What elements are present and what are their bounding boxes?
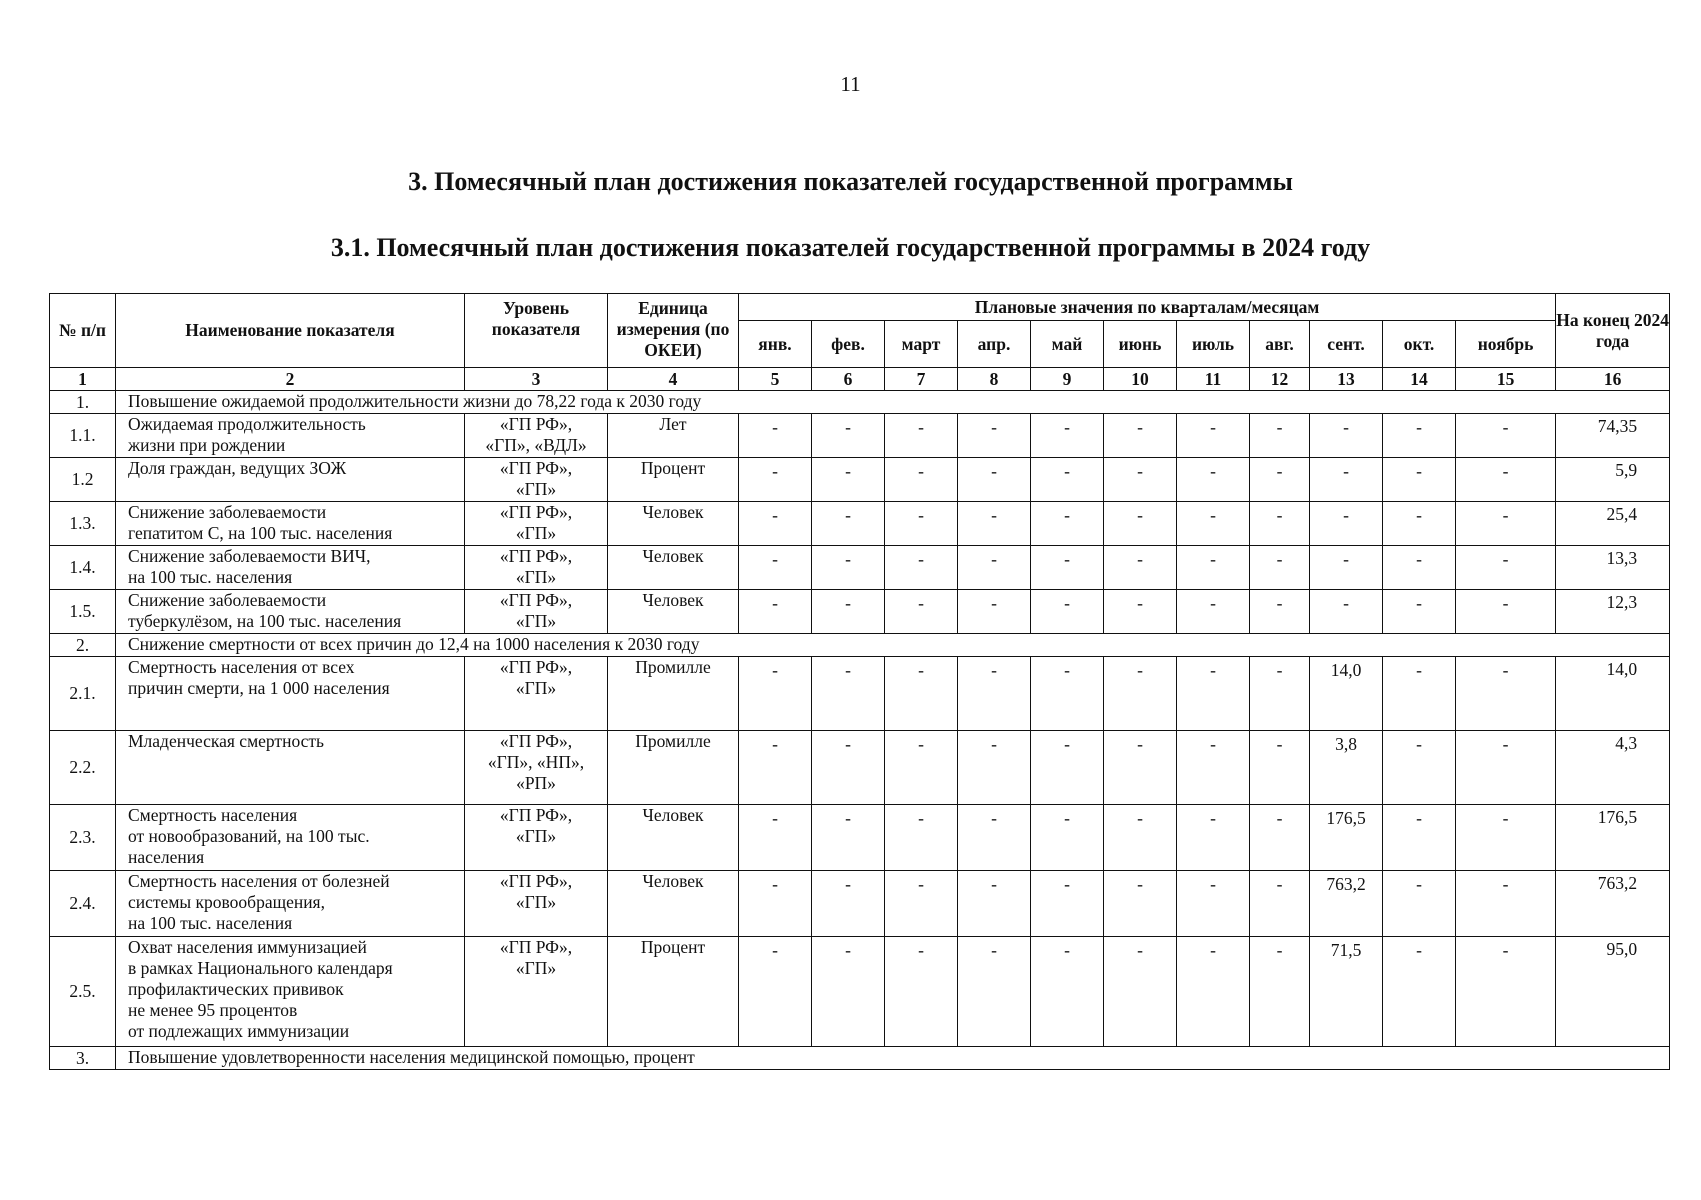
month-value: - <box>1383 937 1456 1047</box>
month-value: - <box>739 805 812 871</box>
month-value: - <box>1383 502 1456 546</box>
indicator-unit: Процент <box>608 458 739 502</box>
indicator-unit: Промилле <box>608 731 739 805</box>
month-value: - <box>739 590 812 634</box>
indicator-name-line: профилактических прививок <box>128 979 344 999</box>
month-value: - <box>1031 871 1104 937</box>
month-value: - <box>1250 546 1310 590</box>
indicator-name-line: Снижение заболеваемости <box>128 590 327 610</box>
indicator-level <box>465 871 608 937</box>
header-month: ноябрь <box>1456 321 1556 368</box>
month-value: - <box>1031 731 1104 805</box>
indicator-level-line: «ГП РФ», <box>499 458 573 478</box>
section-number: 3. <box>50 1047 116 1070</box>
month-value: - <box>1031 458 1104 502</box>
indicator-level <box>465 731 608 805</box>
month-value: - <box>1310 546 1383 590</box>
indicator-name <box>116 731 465 805</box>
table-row <box>50 657 1670 731</box>
page-number: 11 <box>840 72 861 96</box>
header-month: окт. <box>1383 321 1456 368</box>
month-value: - <box>1250 458 1310 502</box>
header-month: авг. <box>1250 321 1310 368</box>
indicator-level-line: «ГП РФ», <box>499 937 573 957</box>
section-title: Снижение смертности от всех причин до 12,4 на 1000 населения к 2030 году <box>116 634 1670 657</box>
month-value: - <box>885 590 958 634</box>
indicator-level-line: «ГП» <box>515 892 557 912</box>
indicator-level-line: «ГП РФ», <box>499 871 573 891</box>
month-value: - <box>1177 805 1250 871</box>
indicator-level-line: «ГП» <box>515 826 557 846</box>
row-number: 2.4. <box>50 871 116 937</box>
section-row <box>50 1047 1670 1070</box>
column-number: 11 <box>1177 368 1250 391</box>
month-value: - <box>812 731 885 805</box>
column-number: 5 <box>739 368 812 391</box>
month-value: - <box>812 458 885 502</box>
month-value: - <box>1456 805 1556 871</box>
month-value: - <box>1456 414 1556 458</box>
indicator-unit: Человек <box>608 805 739 871</box>
month-value: - <box>1250 937 1310 1047</box>
column-number: 6 <box>812 368 885 391</box>
indicator-level-line: «ГП РФ», <box>499 414 573 434</box>
indicator-name-line: от подлежащих иммунизации <box>128 1021 350 1041</box>
header-final: На конец 2024 года <box>1556 294 1670 368</box>
month-value: - <box>1104 657 1177 731</box>
indicator-level-line: «ГП» <box>515 958 557 978</box>
month-value: - <box>1177 546 1250 590</box>
month-value: - <box>1250 414 1310 458</box>
month-value: - <box>1104 731 1177 805</box>
column-number: 3 <box>465 368 608 391</box>
month-value: - <box>1177 458 1250 502</box>
month-value: - <box>1177 502 1250 546</box>
month-value: - <box>1177 937 1250 1047</box>
table-row <box>50 414 1670 458</box>
header-month: сент. <box>1310 321 1383 368</box>
row-number: 2.3. <box>50 805 116 871</box>
header-month: янв. <box>739 321 812 368</box>
column-number: 9 <box>1031 368 1104 391</box>
row-number: 2.1. <box>50 657 116 731</box>
row-number: 1.1. <box>50 414 116 458</box>
indicator-level-line: «ГП РФ», <box>499 731 573 751</box>
column-numbers-row <box>50 368 1670 391</box>
indicator-level-line: «ГП» <box>515 567 557 587</box>
column-number: 13 <box>1310 368 1383 391</box>
indicator-name-line: населения <box>128 847 205 867</box>
header-name: Наименование показателя <box>116 294 465 368</box>
header-month: июнь <box>1104 321 1177 368</box>
final-value: 763,2 <box>1556 871 1670 937</box>
indicator-unit: Промилле <box>608 657 739 731</box>
indicator-level <box>465 414 608 458</box>
indicator-name-line: Снижение заболеваемости ВИЧ, <box>128 546 371 566</box>
month-value: 71,5 <box>1310 937 1383 1047</box>
month-value: - <box>958 502 1031 546</box>
month-value: - <box>1177 657 1250 731</box>
table-row <box>50 590 1670 634</box>
month-value: - <box>958 731 1031 805</box>
indicator-name-line: Доля граждан, ведущих ЗОЖ <box>128 458 347 478</box>
indicator-name <box>116 458 465 502</box>
indicator-name <box>116 937 465 1047</box>
row-number: 1.3. <box>50 502 116 546</box>
indicator-name <box>116 590 465 634</box>
month-value: 14,0 <box>1310 657 1383 731</box>
month-value: - <box>885 731 958 805</box>
month-value: - <box>739 414 812 458</box>
indicator-level <box>465 458 608 502</box>
month-value: - <box>812 546 885 590</box>
indicator-unit: Человек <box>608 502 739 546</box>
month-value: - <box>739 871 812 937</box>
month-value: - <box>1383 546 1456 590</box>
final-value: 74,35 <box>1556 414 1670 458</box>
month-value: - <box>1250 805 1310 871</box>
month-value: - <box>1031 590 1104 634</box>
table-row <box>50 458 1670 502</box>
indicator-name-line: системы кровообращения, <box>128 892 325 912</box>
indicator-level-line: «ГП», «ВДЛ» <box>485 435 587 455</box>
column-number: 16 <box>1556 368 1670 391</box>
final-value: 14,0 <box>1556 657 1670 731</box>
indicator-unit: Лет <box>608 414 739 458</box>
section-title: Повышение удовлетворенности населения медицинской помощью, процент <box>116 1047 1670 1070</box>
column-number: 4 <box>608 368 739 391</box>
month-value: - <box>1456 546 1556 590</box>
month-value: - <box>958 590 1031 634</box>
column-number: 8 <box>958 368 1031 391</box>
final-value: 25,4 <box>1556 502 1670 546</box>
table-row <box>50 502 1670 546</box>
month-value: 763,2 <box>1310 871 1383 937</box>
month-value: - <box>739 937 812 1047</box>
month-value: - <box>1456 731 1556 805</box>
month-value: - <box>1383 805 1456 871</box>
section-number: 1. <box>50 391 116 414</box>
month-value: - <box>1383 871 1456 937</box>
indicator-level-line: «ГП» <box>515 611 557 631</box>
indicator-unit: Человек <box>608 871 739 937</box>
indicator-name <box>116 414 465 458</box>
month-value: - <box>1456 458 1556 502</box>
month-value: - <box>1104 546 1177 590</box>
month-value: - <box>958 805 1031 871</box>
month-value: - <box>1250 502 1310 546</box>
row-number: 2.2. <box>50 731 116 805</box>
month-value: - <box>885 414 958 458</box>
table-row <box>50 731 1670 805</box>
month-value: - <box>958 871 1031 937</box>
indicator-name <box>116 502 465 546</box>
header-month: март <box>885 321 958 368</box>
month-value: - <box>1177 414 1250 458</box>
header-month: апр. <box>958 321 1031 368</box>
month-value: - <box>1031 937 1104 1047</box>
month-value: - <box>958 657 1031 731</box>
indicator-level <box>465 657 608 731</box>
month-value: - <box>1456 590 1556 634</box>
indicator-level-line: «ГП» <box>515 678 557 698</box>
month-value: - <box>812 502 885 546</box>
month-value: - <box>1310 414 1383 458</box>
month-value: - <box>739 502 812 546</box>
indicator-level-line: «ГП РФ», <box>499 502 573 522</box>
month-value: - <box>812 657 885 731</box>
section-number: 2. <box>50 634 116 657</box>
month-value: - <box>739 546 812 590</box>
document-subtitle: 3.1. Помесячный план достижения показателей государственной программы в 2024 году <box>330 233 1371 262</box>
month-value: - <box>1383 657 1456 731</box>
indicator-level-line: «ГП РФ», <box>499 590 573 610</box>
header-month: май <box>1031 321 1104 368</box>
month-value: - <box>1383 590 1456 634</box>
table-row <box>50 871 1670 937</box>
month-value: 176,5 <box>1310 805 1383 871</box>
indicator-name <box>116 871 465 937</box>
month-value: - <box>1250 657 1310 731</box>
indicator-unit: Человек <box>608 590 739 634</box>
indicator-level-line: «ГП» <box>515 523 557 543</box>
indicator-name-line: Снижение заболеваемости <box>128 502 327 522</box>
month-value: - <box>885 546 958 590</box>
indicator-level-line: «ГП» <box>515 479 557 499</box>
month-value: - <box>885 458 958 502</box>
month-value: - <box>1177 590 1250 634</box>
indicator-name <box>116 657 465 731</box>
month-value: - <box>1031 546 1104 590</box>
month-value: - <box>885 871 958 937</box>
month-value: - <box>1456 657 1556 731</box>
column-number: 15 <box>1456 368 1556 391</box>
month-value: - <box>1250 871 1310 937</box>
indicator-name-line: Смертность населения <box>128 805 298 825</box>
month-value: - <box>1310 590 1383 634</box>
month-value: - <box>1031 657 1104 731</box>
month-value: - <box>1031 414 1104 458</box>
indicator-name-line: Смертность населения от болезней <box>128 871 390 891</box>
month-value: - <box>1177 871 1250 937</box>
month-value: - <box>812 414 885 458</box>
header-unit: Единица измерения (по ОКЕИ) <box>608 294 739 368</box>
month-value: - <box>1104 871 1177 937</box>
indicator-level-line: «РП» <box>516 773 556 793</box>
column-number: 12 <box>1250 368 1310 391</box>
final-value: 95,0 <box>1556 937 1670 1047</box>
section-title: Повышение ожидаемой продолжительности жизни до 78,22 года к 2030 году <box>116 391 1670 414</box>
month-value: - <box>1104 458 1177 502</box>
column-number: 14 <box>1383 368 1456 391</box>
indicator-name <box>116 805 465 871</box>
month-value: - <box>739 458 812 502</box>
month-value: - <box>885 937 958 1047</box>
month-value: 3,8 <box>1310 731 1383 805</box>
month-value: - <box>958 546 1031 590</box>
month-value: - <box>885 657 958 731</box>
section-row <box>50 634 1670 657</box>
month-value: - <box>1456 502 1556 546</box>
indicator-level <box>465 805 608 871</box>
indicator-name-line: причин смерти, на 1 000 населения <box>128 678 390 698</box>
indicator-name <box>116 546 465 590</box>
indicator-name-line: в рамках Национального календаря <box>128 958 393 978</box>
indicator-level-line: «ГП», «НП», <box>487 752 585 772</box>
month-value: - <box>739 731 812 805</box>
header-month: июль <box>1177 321 1250 368</box>
month-value: - <box>1383 414 1456 458</box>
indicator-name-line: не менее 95 процентов <box>128 1000 298 1020</box>
indicator-level-line: «ГП РФ», <box>499 546 573 566</box>
indicator-name-line: жизни при рождении <box>128 435 286 455</box>
month-value: - <box>1456 937 1556 1047</box>
row-number: 1.4. <box>50 546 116 590</box>
month-value: - <box>958 937 1031 1047</box>
header-plan: Плановые значения по кварталам/месяцам <box>739 294 1556 321</box>
indicator-name-line: на 100 тыс. населения <box>128 913 293 933</box>
month-value: - <box>1031 805 1104 871</box>
indicator-name-line: гепатитом С, на 100 тыс. населения <box>128 523 393 543</box>
month-value: - <box>885 502 958 546</box>
indicator-level <box>465 937 608 1047</box>
month-value: - <box>1177 731 1250 805</box>
table-row <box>50 805 1670 871</box>
month-value: - <box>812 871 885 937</box>
month-value: - <box>1310 458 1383 502</box>
indicator-name-line: Младенческая смертность <box>128 731 325 751</box>
month-value: - <box>1104 590 1177 634</box>
header-num: № п/п <box>50 294 116 368</box>
header-level: Уровень показателя <box>465 294 608 368</box>
row-number: 1.5. <box>50 590 116 634</box>
month-value: - <box>1104 937 1177 1047</box>
row-number: 2.5. <box>50 937 116 1047</box>
month-value: - <box>1104 805 1177 871</box>
indicator-name-line: туберкулёзом, на 100 тыс. населения <box>128 611 402 631</box>
indicator-name-line: на 100 тыс. населения <box>128 567 293 587</box>
indicator-name-line: от новообразований, на 100 тыс. <box>128 826 370 846</box>
table-row <box>50 937 1670 1047</box>
month-value: - <box>1456 871 1556 937</box>
plan-table <box>49 293 1670 1070</box>
month-value: - <box>1383 458 1456 502</box>
indicator-unit: Человек <box>608 546 739 590</box>
month-value: - <box>958 414 1031 458</box>
indicator-level-line: «ГП РФ», <box>499 657 573 677</box>
indicator-level <box>465 546 608 590</box>
month-value: - <box>1250 590 1310 634</box>
indicator-level-line: «ГП РФ», <box>499 805 573 825</box>
final-value: 5,9 <box>1556 458 1670 502</box>
column-number: 2 <box>116 368 465 391</box>
month-value: - <box>812 805 885 871</box>
final-value: 176,5 <box>1556 805 1670 871</box>
month-value: - <box>1104 414 1177 458</box>
column-number: 7 <box>885 368 958 391</box>
indicator-name-line: Смертность населения от всех <box>128 657 355 677</box>
table-row <box>50 546 1670 590</box>
month-value: - <box>1250 731 1310 805</box>
column-number: 1 <box>50 368 116 391</box>
month-value: - <box>1383 731 1456 805</box>
final-value: 12,3 <box>1556 590 1670 634</box>
header-month: фев. <box>812 321 885 368</box>
final-value: 4,3 <box>1556 731 1670 805</box>
month-value: - <box>1310 502 1383 546</box>
final-value: 13,3 <box>1556 546 1670 590</box>
indicator-level <box>465 502 608 546</box>
indicator-name-line: Охват населения иммунизацией <box>128 937 367 957</box>
indicator-name-line: Ожидаемая продолжительность <box>128 414 366 434</box>
month-value: - <box>1104 502 1177 546</box>
section-row <box>50 391 1670 414</box>
document-title: 3. Помесячный план достижения показателей государственной программы <box>408 167 1293 196</box>
month-value: - <box>885 805 958 871</box>
column-number: 10 <box>1104 368 1177 391</box>
month-value: - <box>958 458 1031 502</box>
month-value: - <box>739 657 812 731</box>
indicator-level <box>465 590 608 634</box>
month-value: - <box>1031 502 1104 546</box>
month-value: - <box>812 590 885 634</box>
row-number: 1.2 <box>50 458 116 502</box>
month-value: - <box>812 937 885 1047</box>
indicator-unit: Процент <box>608 937 739 1047</box>
